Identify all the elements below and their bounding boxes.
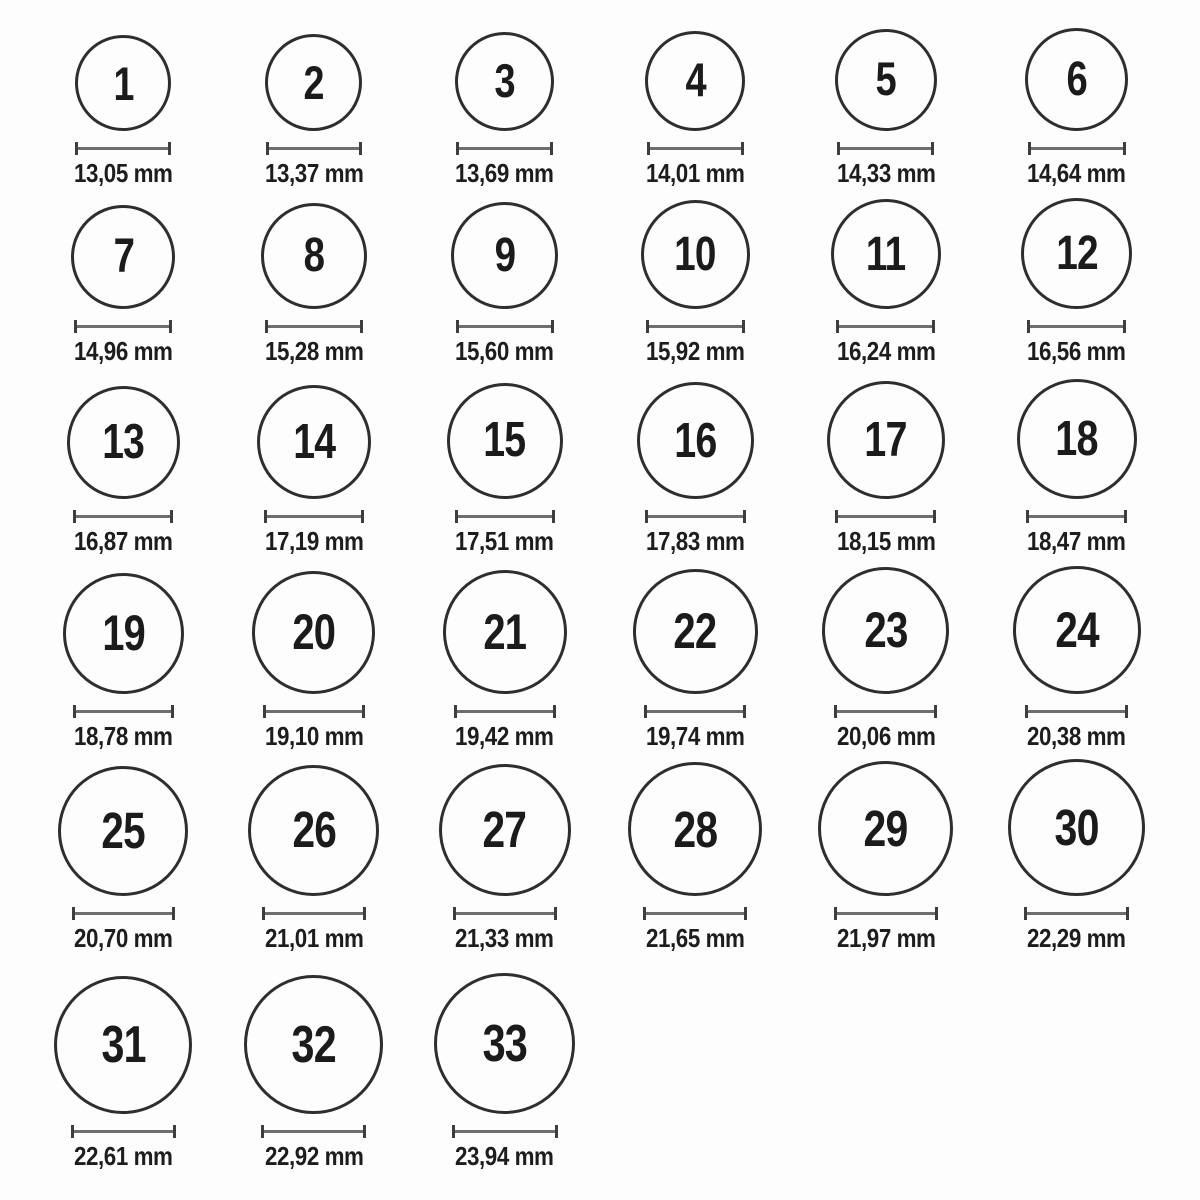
ring-size-number: 27 [482, 800, 527, 858]
chart-row [28, 556, 1172, 751]
ring-size-number: 19 [102, 604, 145, 661]
measure-line [269, 147, 359, 150]
measure-line [267, 515, 361, 518]
diameter-measure [263, 705, 365, 718]
ring-size-cell [28, 953, 219, 1171]
diameter-label: 14,33 mm [836, 158, 936, 188]
measure-line [457, 710, 553, 713]
diameter-label: 14,01 mm [646, 158, 745, 188]
diameter-measure [73, 510, 173, 523]
ring-circle [71, 205, 175, 309]
measure-right-tick [172, 907, 175, 920]
ring-circle [637, 382, 754, 499]
diameter-measure [265, 320, 363, 333]
ring-size-number: 30 [1054, 797, 1099, 856]
ring-circle [265, 34, 362, 131]
ring-size-number: 1 [113, 56, 134, 110]
diameter-measure [264, 510, 364, 523]
ring-circle [1025, 28, 1128, 131]
ring-size-cell [219, 953, 410, 1171]
ring-circle [645, 31, 745, 131]
measure-line [459, 325, 551, 328]
measure-right-tick [171, 705, 174, 718]
ring-circle [443, 570, 567, 694]
ring-size-number: 17 [864, 412, 908, 468]
measure-line [459, 147, 550, 150]
ring-size-number: 13 [102, 415, 145, 470]
measure-line [266, 710, 362, 713]
ring-size-cell [600, 751, 791, 953]
ring-size-cell [219, 556, 410, 751]
diameter-measure [643, 907, 747, 920]
diameter-measure [837, 142, 934, 155]
diameter-label: 20,38 mm [1027, 721, 1126, 751]
ring-circle [63, 573, 184, 694]
ring-circle [244, 975, 383, 1114]
measure-line [646, 912, 744, 915]
measure-line [268, 325, 360, 328]
diameter-label: 21,97 mm [836, 923, 936, 953]
measure-right-tick [363, 1125, 366, 1138]
measure-right-tick [935, 907, 938, 920]
diameter-label: 19,42 mm [455, 721, 554, 751]
diameter-label: 16,56 mm [1027, 336, 1126, 366]
diameter-measure [1027, 320, 1126, 333]
diameter-label: 17,51 mm [455, 526, 554, 556]
diameter-label: 21,65 mm [646, 923, 745, 953]
measure-right-tick [173, 1125, 176, 1138]
ring-circle [58, 766, 188, 896]
ring-size-number: 32 [291, 1014, 337, 1073]
ring-size-cell [791, 751, 982, 953]
measure-right-tick [1125, 705, 1128, 718]
ring-size-cell [219, 188, 410, 366]
diameter-measure [262, 907, 366, 920]
ring-circle [261, 203, 367, 309]
measure-right-tick [552, 510, 555, 523]
ring-size-number: 7 [113, 230, 134, 284]
diameter-label: 21,01 mm [264, 923, 364, 953]
ring-circle [1017, 379, 1137, 499]
ring-size-number: 5 [875, 53, 897, 107]
ring-size-number: 10 [674, 227, 717, 282]
diameter-label: 20,06 mm [836, 721, 936, 751]
ring-size-cell [409, 556, 600, 751]
ring-size-cell [28, 0, 219, 188]
measure-line [76, 515, 170, 518]
ring-size-number: 26 [292, 801, 336, 859]
measure-right-tick [933, 510, 936, 523]
measure-line [455, 1130, 555, 1133]
diameter-measure [453, 907, 557, 920]
chart-row [28, 188, 1172, 366]
diameter-measure [644, 705, 746, 718]
diameter-label: 19,74 mm [646, 721, 745, 751]
measure-right-tick [553, 705, 556, 718]
ring-size-number: 9 [494, 228, 515, 283]
diameter-measure [1025, 705, 1128, 718]
ring-size-number: 33 [482, 1013, 527, 1072]
ring-size-cell [791, 188, 982, 366]
diameter-label: 14,64 mm [1027, 158, 1126, 188]
diameter-label: 13,05 mm [74, 158, 173, 188]
ring-circle [439, 764, 571, 896]
ring-size-cell [600, 556, 791, 751]
ring-circle [455, 32, 554, 131]
ring-circle [451, 202, 558, 309]
measure-line [1030, 325, 1123, 328]
ring-circle [67, 386, 180, 499]
diameter-measure [73, 705, 174, 718]
measure-right-tick [1126, 907, 1129, 920]
measure-right-tick [742, 320, 745, 333]
ring-size-cell [600, 0, 791, 188]
ring-size-cell [600, 366, 791, 556]
diameter-measure [834, 907, 938, 920]
measure-line [837, 912, 935, 915]
measure-line [74, 1130, 173, 1133]
ring-size-cell [600, 188, 791, 366]
ring-size-number: 14 [292, 414, 335, 469]
ring-size-cell [791, 366, 982, 556]
ring-size-cell [409, 366, 600, 556]
diameter-measure [74, 320, 172, 333]
measure-right-tick [170, 510, 173, 523]
diameter-measure [1024, 907, 1129, 920]
ring-size-cell [28, 556, 219, 751]
diameter-measure [455, 510, 555, 523]
ring-circle [1008, 759, 1145, 896]
measure-right-tick [363, 907, 366, 920]
diameter-measure [72, 907, 175, 920]
measure-right-tick [741, 142, 744, 155]
measure-line [839, 325, 932, 328]
ring-size-cell [981, 0, 1172, 188]
ring-size-cell [409, 953, 600, 1171]
measure-right-tick [554, 907, 557, 920]
diameter-label: 20,70 mm [74, 923, 173, 953]
measure-right-tick [744, 907, 747, 920]
measure-line [76, 710, 171, 713]
chart-row [28, 953, 1172, 1171]
ring-size-number: 6 [1066, 52, 1087, 106]
ring-size-cell [409, 188, 600, 366]
ring-circle [252, 571, 375, 694]
measure-line [1027, 912, 1126, 915]
measure-line [649, 325, 742, 328]
diameter-label: 13,37 mm [264, 158, 364, 188]
ring-size-number: 16 [674, 412, 717, 468]
ring-circle [1021, 198, 1132, 309]
measure-right-tick [1124, 510, 1127, 523]
chart-row [28, 751, 1172, 953]
measure-line [265, 912, 363, 915]
measure-right-tick [550, 142, 553, 155]
ring-size-cell [28, 188, 219, 366]
ring-size-number: 20 [292, 603, 336, 660]
diameter-measure [266, 142, 362, 155]
ring-size-number: 29 [863, 799, 908, 857]
ring-size-number: 25 [101, 801, 146, 859]
ring-size-number: 24 [1054, 600, 1099, 658]
ring-circle [831, 199, 941, 309]
diameter-label: 23,94 mm [455, 1141, 554, 1171]
measure-right-tick [551, 320, 554, 333]
measure-line [458, 515, 552, 518]
diameter-label: 19,10 mm [264, 721, 364, 751]
measure-line [647, 710, 743, 713]
diameter-label: 15,60 mm [455, 336, 554, 366]
ring-size-number: 31 [101, 1015, 146, 1074]
ring-size-cell [791, 0, 982, 188]
measure-line [837, 710, 934, 713]
diameter-measure [71, 1125, 176, 1138]
ring-circle [257, 385, 371, 499]
diameter-label: 16,87 mm [74, 526, 173, 556]
measure-line [1028, 710, 1125, 713]
measure-line [77, 325, 169, 328]
ring-size-number: 15 [483, 413, 526, 468]
measure-right-tick [169, 320, 172, 333]
diameter-measure [452, 1125, 558, 1138]
measure-right-tick [931, 142, 934, 155]
measure-right-tick [934, 705, 937, 718]
diameter-measure [646, 320, 745, 333]
ring-size-cell [981, 366, 1172, 556]
ring-circle [434, 973, 575, 1114]
ring-size-number: 11 [866, 226, 906, 281]
measure-right-tick [555, 1125, 558, 1138]
diameter-label: 21,33 mm [455, 923, 554, 953]
ring-size-cell [219, 751, 410, 953]
diameter-label: 22,92 mm [264, 1141, 364, 1171]
ring-circle [633, 569, 758, 694]
measure-line [1029, 515, 1124, 518]
ring-size-cell [409, 0, 600, 188]
chart-row [28, 366, 1172, 556]
measure-right-tick [743, 705, 746, 718]
measure-right-tick [360, 320, 363, 333]
diameter-label: 18,47 mm [1027, 526, 1126, 556]
ring-circle [447, 383, 563, 499]
measure-right-tick [361, 510, 364, 523]
measure-line [75, 912, 172, 915]
ring-size-number: 21 [483, 604, 527, 660]
measure-line [840, 147, 931, 150]
ring-circle [628, 762, 762, 896]
ring-size-number: 22 [673, 603, 717, 660]
chart-row [28, 0, 1172, 188]
measure-line [456, 912, 554, 915]
ring-size-cell [28, 751, 219, 953]
measure-line [78, 147, 168, 150]
ring-size-cell [28, 366, 219, 556]
diameter-measure [261, 1125, 366, 1138]
measure-right-tick [168, 142, 171, 155]
ring-size-number: 4 [685, 54, 706, 108]
diameter-measure [454, 705, 556, 718]
diameter-label: 18,15 mm [836, 526, 936, 556]
ring-size-cell [219, 366, 410, 556]
diameter-label: 17,83 mm [646, 526, 745, 556]
diameter-label: 17,19 mm [264, 526, 364, 556]
diameter-label: 14,96 mm [74, 336, 173, 366]
diameter-label: 13,69 mm [455, 158, 554, 188]
ring-size-cell [791, 556, 982, 751]
measure-line [264, 1130, 363, 1133]
ring-size-number: 12 [1055, 226, 1098, 281]
ring-size-cell [981, 751, 1172, 953]
ring-size-number: 2 [303, 55, 325, 109]
diameter-measure [836, 320, 935, 333]
ring-size-number: 28 [673, 800, 718, 858]
diameter-label: 18,78 mm [74, 721, 173, 751]
measure-right-tick [362, 705, 365, 718]
measure-right-tick [743, 510, 746, 523]
ring-circle [822, 567, 949, 694]
ring-size-cell [981, 556, 1172, 751]
ring-size-number: 8 [303, 229, 325, 282]
measure-right-tick [359, 142, 362, 155]
diameter-measure [1026, 510, 1127, 523]
measure-right-tick [1123, 142, 1126, 155]
diameter-measure [456, 320, 554, 333]
diameter-measure [1028, 142, 1126, 155]
ring-size-number: 23 [864, 601, 908, 659]
diameter-label: 15,92 mm [646, 336, 745, 366]
diameter-label: 22,61 mm [74, 1141, 173, 1171]
diameter-measure [645, 510, 746, 523]
ring-circle [54, 976, 192, 1114]
ring-circle [248, 765, 379, 896]
measure-line [650, 147, 741, 150]
diameter-measure [456, 142, 553, 155]
diameter-measure [834, 705, 937, 718]
ring-circle [818, 761, 953, 896]
measure-line [1031, 147, 1123, 150]
ring-circle [1013, 566, 1141, 694]
ring-circle [835, 29, 937, 131]
measure-right-tick [1123, 320, 1126, 333]
ring-circle [641, 200, 750, 309]
measure-right-tick [932, 320, 935, 333]
ring-size-cell [219, 0, 410, 188]
ring-size-number: 18 [1055, 411, 1098, 467]
ring-size-cell [409, 751, 600, 953]
ring-size-cell [981, 188, 1172, 366]
diameter-label: 16,24 mm [836, 336, 936, 366]
diameter-label: 15,28 mm [264, 336, 364, 366]
measure-line [648, 515, 743, 518]
diameter-label: 22,29 mm [1027, 923, 1126, 953]
ring-size-number: 3 [494, 54, 515, 108]
diameter-measure [835, 510, 936, 523]
ring-circle [827, 381, 945, 499]
diameter-measure [647, 142, 744, 155]
ring-circle [75, 35, 171, 131]
measure-line [838, 515, 933, 518]
diameter-measure [75, 142, 171, 155]
